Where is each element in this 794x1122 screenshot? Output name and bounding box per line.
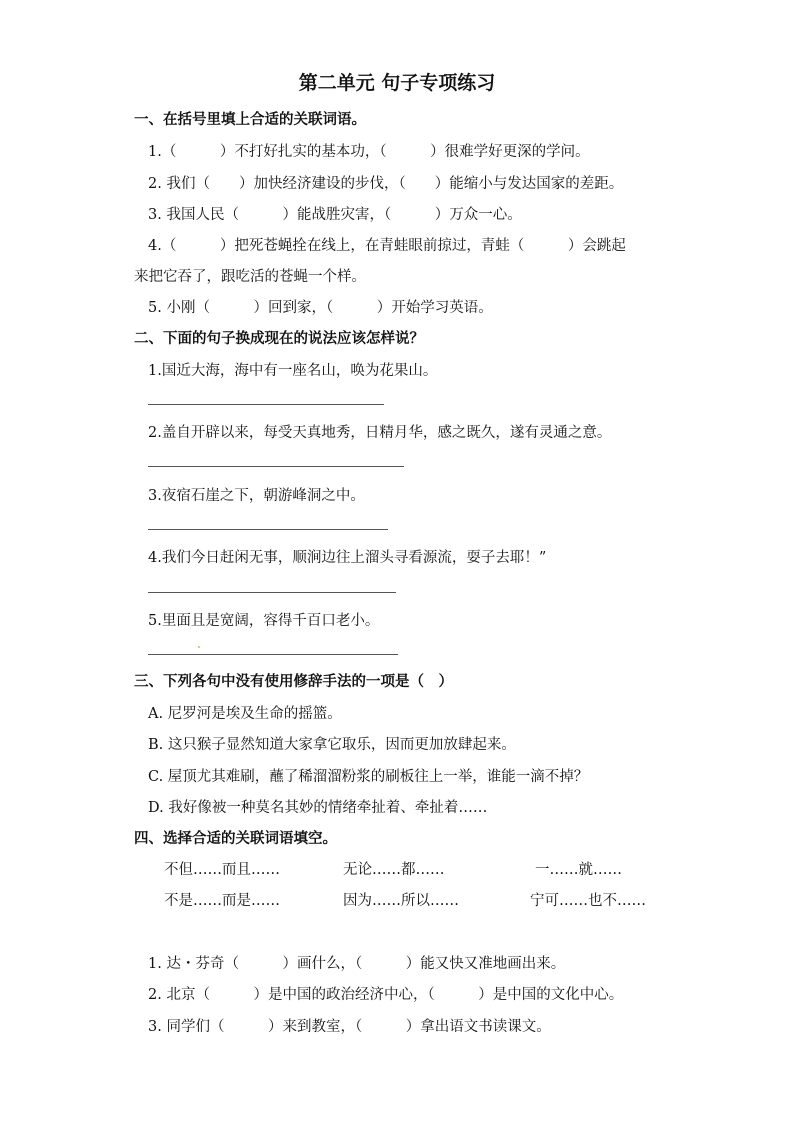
s2-item-4: 4.我们今日赶闲无事，顺涧边往上溜头寻看源流，耍子去耶！” [148,550,547,566]
page-title: 第二单元 句子专项练习 [298,72,496,94]
section-1-heading: 一、在括号里填上合适的关联词语。 [134,112,366,128]
answer-line-1[interactable] [148,404,384,405]
s4-item-2: 2. 北京（ ）是中国的政治经济中心，（ ）是中国的文化中心。 [148,987,624,1003]
word-bank-6: 宁可……也不…… [530,893,646,909]
s1-item-1: 1.（ ）不打好扎实的基本功，（ ）很难学好更深的学问。 [148,144,590,160]
section-3-heading: 三、下列各句中没有使用修辞手法的一项是（ ） [134,674,453,690]
s4-item-1: 1. 达・芬奇（ ）画什么，（ ）能又快又准地画出来。 [148,956,566,972]
s1-item-5: 5. 小刚（ ）回到家，（ ）开始学习英语。 [148,300,493,316]
answer-line-4[interactable] [148,592,396,593]
s2-item-2: 2.盖自开辟以来，每受天真地秀，日精月华，感之既久，遂有灵通之意。 [148,425,612,441]
answer-line-3[interactable] [148,529,388,530]
s2-item-3: 3.夜宿石崖之下，朝游峰洞之中。 [148,488,365,504]
s1-item-4-cont: 来把它吞了，跟吃活的苍蝇一个样。 [134,269,366,285]
s1-item-2: 2. 我们（ ）加快经济建设的步伐，（ ）能缩小与发达国家的差距。 [148,176,624,192]
option-b: B. 这只猴子显然知道大家拿它取乐，因而更加放肆起来。 [148,737,516,753]
s1-item-3: 3. 我国人民（ ）能战胜灾害，（ ）万众一心。 [148,207,522,223]
word-bank-3: 一……就…… [535,862,622,878]
word-bank-1: 不但……而且…… [164,862,280,878]
s1-item-4: 4.（ ）把死苍蝇拴在线上，在青蛙眼前掠过，青蛙（ ）会跳起 [148,238,626,254]
answer-line-2[interactable] [148,466,404,467]
word-bank-5: 因为……所以…… [343,893,459,909]
s2-item-5: 5.里面且是宽阔，容得千百口老小。 [148,613,380,629]
s2-item-1: 1.国近大海，海中有一座名山，唤为花果山。 [148,363,438,379]
section-4-heading: 四、选择合适的关联词语填空。 [134,831,337,847]
word-bank-4: 不是……而是…… [164,893,280,909]
answer-line-5[interactable] [148,654,398,655]
scan-speck [198,646,200,648]
option-d: D. 我好像被一种莫名其妙的情绪牵扯着、牵扯着…… [148,800,488,816]
option-a: A. 尼罗河是埃及生命的摇篮。 [148,706,342,722]
s4-item-3: 3. 同学们（ ）来到教室，（ ）拿出语文书读课文。 [148,1019,551,1035]
option-c: C. 屋顶尤其难刷，蘸了稀溜溜粉浆的刷板往上一举，谁能一滴不掉？ [148,769,589,785]
section-2-heading: 二、下面的句子换成现在的说法应该怎样说？ [134,331,424,347]
word-bank-2: 无论……都…… [343,862,445,878]
